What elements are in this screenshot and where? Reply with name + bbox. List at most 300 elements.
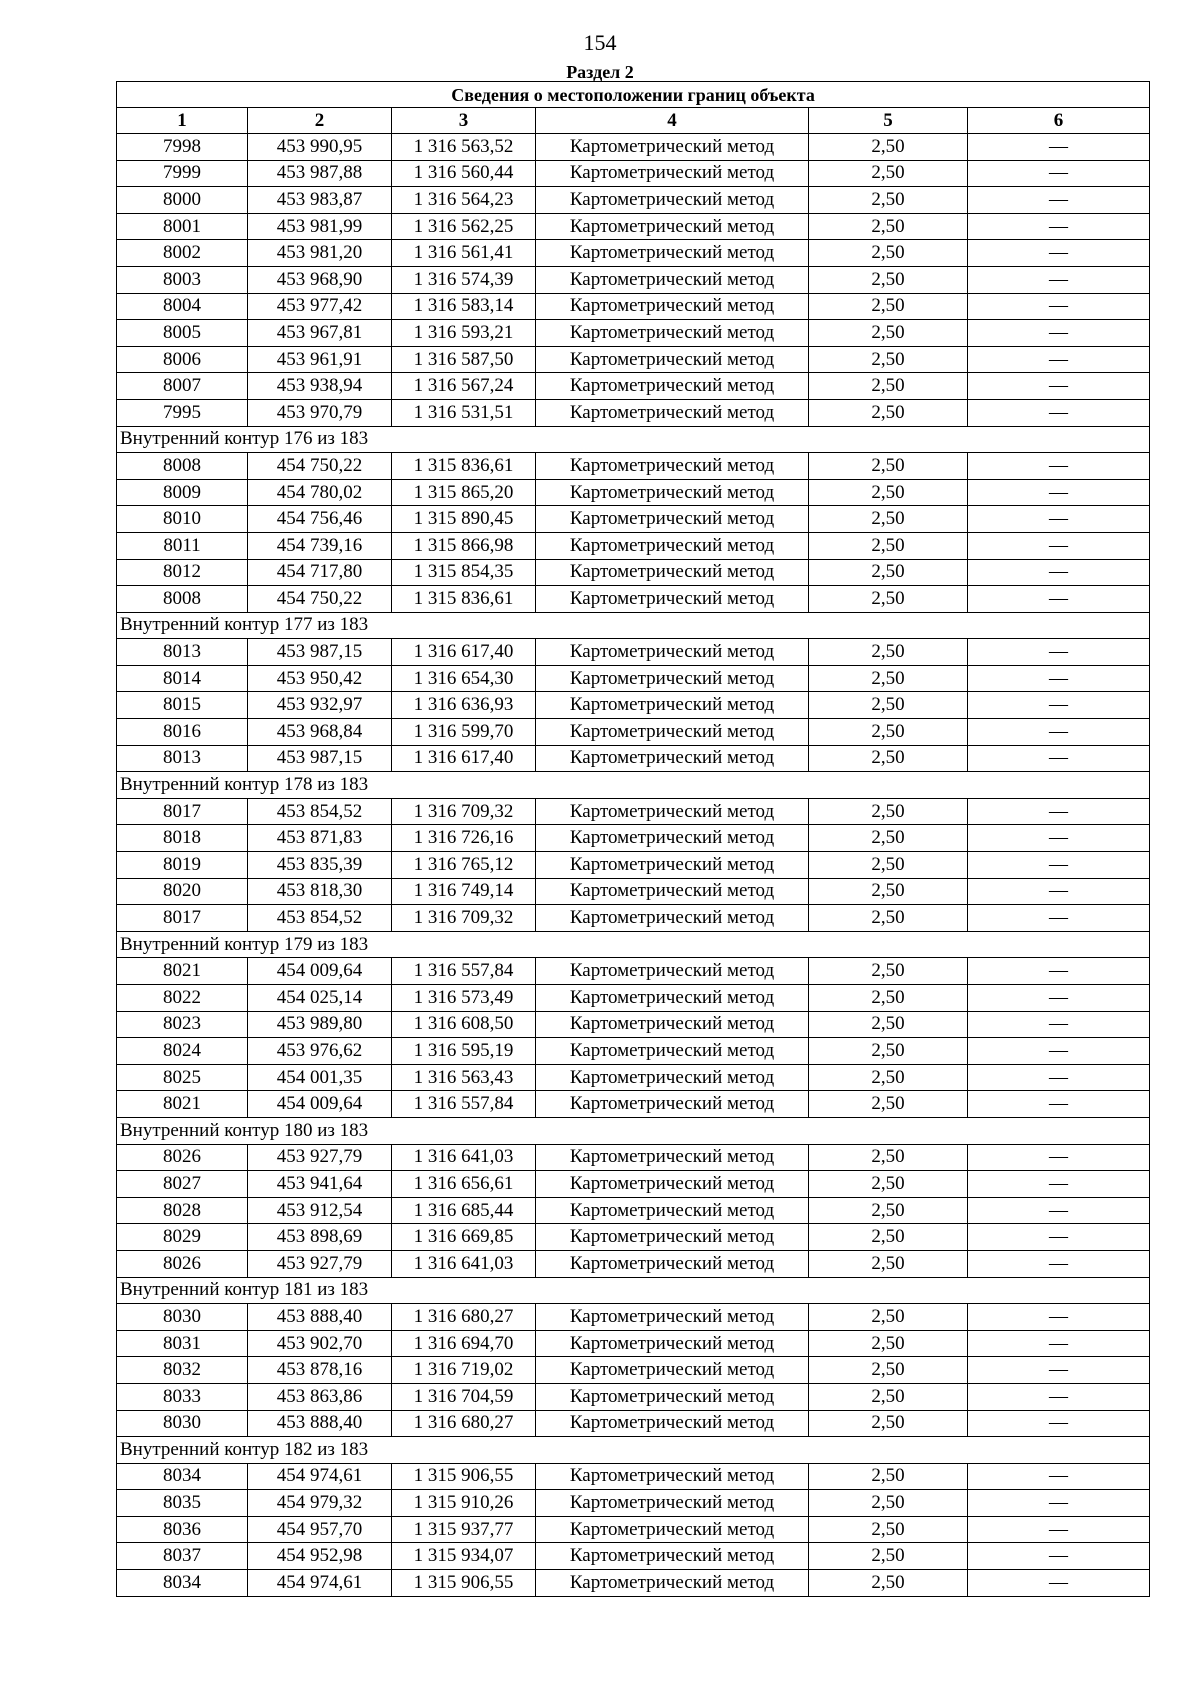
point-number-cell: 8017 [117, 905, 248, 932]
method-cell: Картометрический метод [536, 479, 809, 506]
method-cell: Картометрический метод [536, 1570, 809, 1597]
description-cell: — [968, 346, 1150, 373]
point-number-cell: 8001 [117, 213, 248, 240]
x-coordinate-cell: 453 989,80 [248, 1011, 392, 1038]
description-cell: — [968, 692, 1150, 719]
method-cell: Картометрический метод [536, 399, 809, 426]
table-row [117, 160, 1150, 187]
x-coordinate-cell: 453 981,99 [248, 213, 392, 240]
accuracy-cell: 2,50 [809, 905, 968, 932]
x-coordinate-cell: 453 987,15 [248, 745, 392, 772]
y-coordinate-cell: 1 316 567,24 [392, 373, 536, 400]
method-cell: Картометрический метод [536, 719, 809, 746]
table-row [117, 1490, 1150, 1517]
y-coordinate-cell: 1 316 608,50 [392, 1011, 536, 1038]
point-number-cell: 8024 [117, 1038, 248, 1065]
accuracy-cell: 2,50 [809, 187, 968, 214]
table-row [117, 1543, 1150, 1570]
x-coordinate-cell: 453 871,83 [248, 825, 392, 852]
point-number-cell: 8033 [117, 1383, 248, 1410]
method-cell: Картометрический метод [536, 1516, 809, 1543]
description-cell: — [968, 905, 1150, 932]
description-cell: — [968, 1330, 1150, 1357]
x-coordinate-cell: 453 854,52 [248, 905, 392, 932]
method-cell: Картометрический метод [536, 453, 809, 480]
method-cell: Картометрический метод [536, 134, 809, 161]
accuracy-cell: 2,50 [809, 1197, 968, 1224]
point-number-cell: 8035 [117, 1490, 248, 1517]
x-coordinate-cell: 454 739,16 [248, 532, 392, 559]
method-cell: Картометрический метод [536, 958, 809, 985]
accuracy-cell: 2,50 [809, 1410, 968, 1437]
accuracy-cell: 2,50 [809, 160, 968, 187]
column-number: 5 [809, 108, 968, 134]
y-coordinate-cell: 1 316 669,85 [392, 1224, 536, 1251]
y-coordinate-cell: 1 316 680,27 [392, 1410, 536, 1437]
method-cell: Картометрический метод [536, 240, 809, 267]
accuracy-cell: 2,50 [809, 293, 968, 320]
table-row [117, 1410, 1150, 1437]
description-cell: — [968, 1543, 1150, 1570]
y-coordinate-cell: 1 316 593,21 [392, 320, 536, 347]
x-coordinate-cell: 454 780,02 [248, 479, 392, 506]
description-cell: — [968, 293, 1150, 320]
table-row [117, 1516, 1150, 1543]
point-number-cell: 8008 [117, 586, 248, 613]
point-number-cell: 8003 [117, 266, 248, 293]
description-cell: — [968, 373, 1150, 400]
point-number-cell: 8019 [117, 852, 248, 879]
point-number-cell: 8009 [117, 479, 248, 506]
x-coordinate-cell: 454 009,64 [248, 958, 392, 985]
accuracy-cell: 2,50 [809, 1038, 968, 1065]
description-cell: — [968, 1304, 1150, 1331]
table-row [117, 453, 1150, 480]
y-coordinate-cell: 1 316 560,44 [392, 160, 536, 187]
point-number-cell: 8004 [117, 293, 248, 320]
method-cell: Картометрический метод [536, 639, 809, 666]
method-cell: Картометрический метод [536, 1383, 809, 1410]
y-coordinate-cell: 1 316 641,03 [392, 1250, 536, 1277]
method-cell: Картометрический метод [536, 1144, 809, 1171]
point-number-cell: 8002 [117, 240, 248, 267]
accuracy-cell: 2,50 [809, 745, 968, 772]
method-cell: Картометрический метод [536, 665, 809, 692]
column-number: 3 [392, 108, 536, 134]
table-title: Сведения о местоположении границ объекта [117, 82, 1150, 108]
method-cell: Картометрический метод [536, 1224, 809, 1251]
method-cell: Картометрический метод [536, 346, 809, 373]
accuracy-cell: 2,50 [809, 852, 968, 879]
method-cell: Картометрический метод [536, 532, 809, 559]
point-number-cell: 8023 [117, 1011, 248, 1038]
description-cell: — [968, 719, 1150, 746]
x-coordinate-cell: 453 912,54 [248, 1197, 392, 1224]
table-row [117, 1064, 1150, 1091]
accuracy-cell: 2,50 [809, 798, 968, 825]
point-number-cell: 8008 [117, 453, 248, 480]
table-row [117, 665, 1150, 692]
method-cell: Картометрический метод [536, 266, 809, 293]
table-row [117, 798, 1150, 825]
table-row [117, 1357, 1150, 1384]
x-coordinate-cell: 453 854,52 [248, 798, 392, 825]
description-cell: — [968, 320, 1150, 347]
method-cell: Картометрический метод [536, 559, 809, 586]
accuracy-cell: 2,50 [809, 1543, 968, 1570]
boundary-coordinates-table [116, 81, 1150, 1597]
x-coordinate-cell: 453 968,84 [248, 719, 392, 746]
point-number-cell: 8031 [117, 1330, 248, 1357]
accuracy-cell: 2,50 [809, 586, 968, 613]
point-number-cell: 8012 [117, 559, 248, 586]
table-row [117, 958, 1150, 985]
description-cell: — [968, 825, 1150, 852]
x-coordinate-cell: 453 927,79 [248, 1250, 392, 1277]
point-number-cell: 8005 [117, 320, 248, 347]
accuracy-cell: 2,50 [809, 692, 968, 719]
accuracy-cell: 2,50 [809, 213, 968, 240]
method-cell: Картометрический метод [536, 745, 809, 772]
description-cell: — [968, 1463, 1150, 1490]
point-number-cell: 8013 [117, 745, 248, 772]
x-coordinate-cell: 453 967,81 [248, 320, 392, 347]
table-row [117, 240, 1150, 267]
method-cell: Картометрический метод [536, 1250, 809, 1277]
table-row [117, 825, 1150, 852]
table-row [117, 134, 1150, 161]
point-number-cell: 7998 [117, 134, 248, 161]
table-row [117, 852, 1150, 879]
table-row [117, 373, 1150, 400]
method-cell: Картометрический метод [536, 1064, 809, 1091]
point-number-cell: 8037 [117, 1543, 248, 1570]
method-cell: Картометрический метод [536, 506, 809, 533]
accuracy-cell: 2,50 [809, 266, 968, 293]
x-coordinate-cell: 453 941,64 [248, 1171, 392, 1198]
x-coordinate-cell: 453 981,20 [248, 240, 392, 267]
point-number-cell: 8026 [117, 1144, 248, 1171]
point-number-cell: 7995 [117, 399, 248, 426]
method-cell: Картометрический метод [536, 1330, 809, 1357]
description-cell: — [968, 1197, 1150, 1224]
table-row [117, 479, 1150, 506]
accuracy-cell: 2,50 [809, 639, 968, 666]
x-coordinate-cell: 453 968,90 [248, 266, 392, 293]
x-coordinate-cell: 454 717,80 [248, 559, 392, 586]
page-number: 154 [583, 30, 617, 55]
method-cell: Картометрический метод [536, 1490, 809, 1517]
table-row [117, 1383, 1150, 1410]
accuracy-cell: 2,50 [809, 346, 968, 373]
method-cell: Картометрический метод [536, 1091, 809, 1118]
description-cell: — [968, 852, 1150, 879]
method-cell: Картометрический метод [536, 825, 809, 852]
method-cell: Картометрический метод [536, 1463, 809, 1490]
description-cell: — [968, 1570, 1150, 1597]
y-coordinate-cell: 1 316 656,61 [392, 1171, 536, 1198]
x-coordinate-cell: 454 957,70 [248, 1516, 392, 1543]
point-number-cell: 8021 [117, 958, 248, 985]
contour-header-row [117, 612, 1150, 639]
accuracy-cell: 2,50 [809, 1330, 968, 1357]
table-row [117, 1250, 1150, 1277]
x-coordinate-cell: 454 979,32 [248, 1490, 392, 1517]
description-cell: — [968, 240, 1150, 267]
description-cell: — [968, 479, 1150, 506]
description-cell: — [968, 586, 1150, 613]
method-cell: Картометрический метод [536, 1543, 809, 1570]
table-row [117, 985, 1150, 1012]
table-row [117, 399, 1150, 426]
accuracy-cell: 2,50 [809, 1463, 968, 1490]
accuracy-cell: 2,50 [809, 399, 968, 426]
point-number-cell: 8000 [117, 187, 248, 214]
description-cell: — [968, 878, 1150, 905]
x-coordinate-cell: 454 974,61 [248, 1463, 392, 1490]
point-number-cell: 8028 [117, 1197, 248, 1224]
table-row [117, 1463, 1150, 1490]
table-row [117, 266, 1150, 293]
y-coordinate-cell: 1 316 557,84 [392, 958, 536, 985]
point-number-cell: 8032 [117, 1357, 248, 1384]
point-number-cell: 8021 [117, 1091, 248, 1118]
y-coordinate-cell: 1 315 937,77 [392, 1516, 536, 1543]
table-row [117, 745, 1150, 772]
point-number-cell: 8013 [117, 639, 248, 666]
y-coordinate-cell: 1 315 934,07 [392, 1543, 536, 1570]
accuracy-cell: 2,50 [809, 453, 968, 480]
method-cell: Картометрический метод [536, 878, 809, 905]
description-cell: — [968, 665, 1150, 692]
accuracy-cell: 2,50 [809, 1357, 968, 1384]
point-number-cell: 8018 [117, 825, 248, 852]
point-number-cell: 8017 [117, 798, 248, 825]
x-coordinate-cell: 453 927,79 [248, 1144, 392, 1171]
table-body [117, 134, 1150, 1597]
table-row [117, 905, 1150, 932]
accuracy-cell: 2,50 [809, 1144, 968, 1171]
y-coordinate-cell: 1 316 641,03 [392, 1144, 536, 1171]
section-title: Раздел 2 [566, 62, 634, 82]
description-cell: — [968, 1171, 1150, 1198]
method-cell: Картометрический метод [536, 160, 809, 187]
y-coordinate-cell: 1 316 562,25 [392, 213, 536, 240]
y-coordinate-cell: 1 316 561,41 [392, 240, 536, 267]
y-coordinate-cell: 1 316 595,19 [392, 1038, 536, 1065]
x-coordinate-cell: 453 888,40 [248, 1410, 392, 1437]
accuracy-cell: 2,50 [809, 1490, 968, 1517]
accuracy-cell: 2,50 [809, 1091, 968, 1118]
table-row [117, 1330, 1150, 1357]
description-cell: — [968, 1038, 1150, 1065]
accuracy-cell: 2,50 [809, 719, 968, 746]
y-coordinate-cell: 1 316 564,23 [392, 187, 536, 214]
column-number: 1 [117, 108, 248, 134]
y-coordinate-cell: 1 316 685,44 [392, 1197, 536, 1224]
accuracy-cell: 2,50 [809, 1171, 968, 1198]
method-cell: Картометрический метод [536, 187, 809, 214]
y-coordinate-cell: 1 315 910,26 [392, 1490, 536, 1517]
y-coordinate-cell: 1 316 617,40 [392, 745, 536, 772]
contour-label: Внутренний контур 181 из 183 [117, 1277, 1150, 1304]
column-number: 6 [968, 108, 1150, 134]
table-row [117, 1224, 1150, 1251]
method-cell: Картометрический метод [536, 905, 809, 932]
description-cell: — [968, 798, 1150, 825]
y-coordinate-cell: 1 316 587,50 [392, 346, 536, 373]
y-coordinate-cell: 1 315 836,61 [392, 453, 536, 480]
x-coordinate-cell: 454 756,46 [248, 506, 392, 533]
x-coordinate-cell: 453 938,94 [248, 373, 392, 400]
point-number-cell: 8034 [117, 1570, 248, 1597]
point-number-cell: 8030 [117, 1304, 248, 1331]
table-row [117, 1144, 1150, 1171]
contour-header-row [117, 931, 1150, 958]
table-row [117, 719, 1150, 746]
description-cell: — [968, 1410, 1150, 1437]
point-number-cell: 8026 [117, 1250, 248, 1277]
description-cell: — [968, 1357, 1150, 1384]
accuracy-cell: 2,50 [809, 240, 968, 267]
method-cell: Картометрический метод [536, 1357, 809, 1384]
accuracy-cell: 2,50 [809, 878, 968, 905]
description-cell: — [968, 187, 1150, 214]
point-number-cell: 8034 [117, 1463, 248, 1490]
table-row [117, 346, 1150, 373]
y-coordinate-cell: 1 315 854,35 [392, 559, 536, 586]
accuracy-cell: 2,50 [809, 1224, 968, 1251]
method-cell: Картометрический метод [536, 985, 809, 1012]
accuracy-cell: 2,50 [809, 1570, 968, 1597]
point-number-cell: 8029 [117, 1224, 248, 1251]
accuracy-cell: 2,50 [809, 559, 968, 586]
accuracy-cell: 2,50 [809, 1304, 968, 1331]
x-coordinate-cell: 453 990,95 [248, 134, 392, 161]
x-coordinate-cell: 454 009,64 [248, 1091, 392, 1118]
point-number-cell: 8010 [117, 506, 248, 533]
y-coordinate-cell: 1 316 574,39 [392, 266, 536, 293]
contour-label: Внутренний контур 176 из 183 [117, 426, 1150, 453]
description-cell: — [968, 1516, 1150, 1543]
point-number-cell: 8007 [117, 373, 248, 400]
point-number-cell: 8027 [117, 1171, 248, 1198]
x-coordinate-cell: 454 001,35 [248, 1064, 392, 1091]
description-cell: — [968, 1144, 1150, 1171]
point-number-cell: 8022 [117, 985, 248, 1012]
y-coordinate-cell: 1 315 906,55 [392, 1570, 536, 1597]
method-cell: Картометрический метод [536, 1197, 809, 1224]
x-coordinate-cell: 453 987,88 [248, 160, 392, 187]
x-coordinate-cell: 453 950,42 [248, 665, 392, 692]
description-cell: — [968, 1091, 1150, 1118]
y-coordinate-cell: 1 316 749,14 [392, 878, 536, 905]
method-cell: Картометрический метод [536, 293, 809, 320]
accuracy-cell: 2,50 [809, 665, 968, 692]
method-cell: Картометрический метод [536, 586, 809, 613]
x-coordinate-cell: 454 750,22 [248, 453, 392, 480]
table-row [117, 320, 1150, 347]
method-cell: Картометрический метод [536, 852, 809, 879]
y-coordinate-cell: 1 316 654,30 [392, 665, 536, 692]
table-row [117, 692, 1150, 719]
x-coordinate-cell: 453 976,62 [248, 1038, 392, 1065]
contour-label: Внутренний контур 178 из 183 [117, 772, 1150, 799]
point-number-cell: 8030 [117, 1410, 248, 1437]
method-cell: Картометрический метод [536, 373, 809, 400]
contour-header-row [117, 772, 1150, 799]
accuracy-cell: 2,50 [809, 320, 968, 347]
accuracy-cell: 2,50 [809, 134, 968, 161]
table-row [117, 506, 1150, 533]
x-coordinate-cell: 453 902,70 [248, 1330, 392, 1357]
accuracy-cell: 2,50 [809, 1064, 968, 1091]
y-coordinate-cell: 1 315 866,98 [392, 532, 536, 559]
description-cell: — [968, 1011, 1150, 1038]
x-coordinate-cell: 453 888,40 [248, 1304, 392, 1331]
accuracy-cell: 2,50 [809, 1383, 968, 1410]
contour-header-row [117, 1117, 1150, 1144]
method-cell: Картометрический метод [536, 320, 809, 347]
table-row [117, 1091, 1150, 1118]
x-coordinate-cell: 454 750,22 [248, 586, 392, 613]
column-number: 4 [536, 108, 809, 134]
point-number-cell: 8036 [117, 1516, 248, 1543]
accuracy-cell: 2,50 [809, 958, 968, 985]
method-cell: Картометрический метод [536, 1304, 809, 1331]
x-coordinate-cell: 453 983,87 [248, 187, 392, 214]
description-cell: — [968, 985, 1150, 1012]
table-row [117, 559, 1150, 586]
description-cell: — [968, 559, 1150, 586]
x-coordinate-cell: 453 977,42 [248, 293, 392, 320]
table-row [117, 187, 1150, 214]
y-coordinate-cell: 1 316 765,12 [392, 852, 536, 879]
x-coordinate-cell: 454 952,98 [248, 1543, 392, 1570]
x-coordinate-cell: 453 878,16 [248, 1357, 392, 1384]
table-row [117, 1304, 1150, 1331]
accuracy-cell: 2,50 [809, 532, 968, 559]
contour-label: Внутренний контур 180 из 183 [117, 1117, 1150, 1144]
description-cell: — [968, 453, 1150, 480]
contour-label: Внутренний контур 179 из 183 [117, 931, 1150, 958]
table-row [117, 213, 1150, 240]
y-coordinate-cell: 1 316 636,93 [392, 692, 536, 719]
table-row [117, 1038, 1150, 1065]
y-coordinate-cell: 1 316 680,27 [392, 1304, 536, 1331]
y-coordinate-cell: 1 315 836,61 [392, 586, 536, 613]
table-row [117, 878, 1150, 905]
y-coordinate-cell: 1 316 563,43 [392, 1064, 536, 1091]
accuracy-cell: 2,50 [809, 506, 968, 533]
y-coordinate-cell: 1 315 906,55 [392, 1463, 536, 1490]
contour-label: Внутренний контур 182 из 183 [117, 1437, 1150, 1464]
description-cell: — [968, 639, 1150, 666]
description-cell: — [968, 958, 1150, 985]
description-cell: — [968, 745, 1150, 772]
method-cell: Картометрический метод [536, 798, 809, 825]
y-coordinate-cell: 1 316 694,70 [392, 1330, 536, 1357]
point-number-cell: 8015 [117, 692, 248, 719]
column-number: 2 [248, 108, 392, 134]
y-coordinate-cell: 1 316 583,14 [392, 293, 536, 320]
x-coordinate-cell: 453 863,86 [248, 1383, 392, 1410]
accuracy-cell: 2,50 [809, 373, 968, 400]
accuracy-cell: 2,50 [809, 1011, 968, 1038]
y-coordinate-cell: 1 315 865,20 [392, 479, 536, 506]
description-cell: — [968, 506, 1150, 533]
y-coordinate-cell: 1 315 890,45 [392, 506, 536, 533]
